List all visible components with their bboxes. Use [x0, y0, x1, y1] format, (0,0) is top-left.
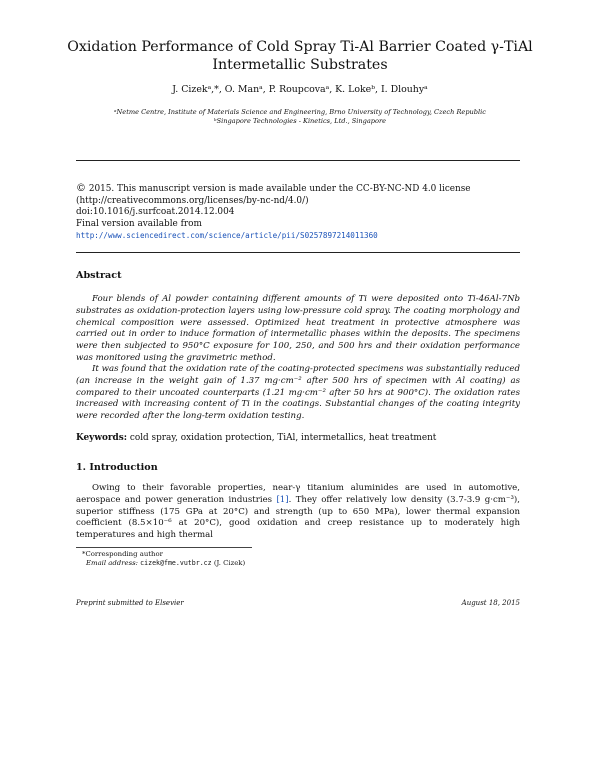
title-line-1: Oxidation Performance of Cold Spray Ti-Al Barrier Coated γ-TiAl	[67, 39, 533, 55]
email-label: Email address:	[86, 559, 141, 568]
top-rule	[76, 160, 520, 161]
title-line-2: Intermetallic Substrates	[212, 57, 388, 73]
email-suffix: (J. Cizek)	[211, 559, 246, 568]
citation-link[interactable]: [1]	[276, 494, 289, 505]
abstract-heading: Abstract	[76, 270, 122, 281]
license-line-1	[76, 183, 471, 196]
introduction-paragraph	[76, 483, 520, 542]
license-block	[76, 183, 471, 242]
footer-left: Preprint submitted to Elsevier	[76, 599, 184, 607]
footer-right: August 18, 2015	[461, 599, 520, 607]
abstract-paragraph-1: Four blends of Al powder containing different amounts of Ti were deposited onto Ti-46Al-7Nb substrates as oxidation-protection layers using low-pressure cold spray. The coating morphology and chemical composition were assessed. Optimized heat treatment in protective atmosphere was carried out in order to induce formation of intermetallic phases within the deposits. The specimens were then subjected to 950°C exposure for 100, 250, and 500 hrs and their oxidation performance was monitored using the gravimetric method.	[76, 294, 520, 363]
keywords-text: cold spray, oxidation protection, TiAl, intermetallics, heat treatment	[129, 433, 437, 443]
corresponding-author-note: *Corresponding author	[82, 550, 163, 558]
license-url[interactable]: (http://creativecommons.org/licenses/by-nc-nd/4.0/)	[76, 195, 309, 206]
email-address[interactable]: cizek@fme.vutbr.cz	[140, 559, 212, 568]
keywords	[76, 433, 436, 443]
intro-text-end: . They offer relatively low density (3.7-3.9 g·cm⁻³), superior stiffness (175 GPa at 20°C) and strength (up to 650 MPa), lower thermal expansion coefficient (8.5×10⁻⁶ at 20°C), good oxidation and creep resistance up to moderately high temperatures and high thermal	[76, 494, 520, 541]
footnote	[82, 550, 245, 568]
license-statement: 2015. This manuscript version is made available under the CC-BY-NC-ND 4.0 license	[88, 184, 471, 194]
affiliation-a: ᵃNetme Centre, Institute of Materials Science and Engineering, Brno University of Technology, Czech Republic	[114, 108, 486, 116]
intro-text-start: Owing to their favorable properties, near-γ titanium aluminides are used in automotive, aerospace and power generation industries	[76, 483, 520, 505]
paper-title	[60, 38, 540, 74]
copyright-icon: ©	[76, 183, 86, 194]
introduction-heading: 1. Introduction	[76, 462, 158, 473]
bottom-rule	[76, 252, 520, 253]
footnote-rule	[76, 547, 252, 548]
doi: doi:10.1016/j.surfcoat.2014.12.004	[76, 207, 235, 218]
sciencedirect-link[interactable]: http://www.sciencedirect.com/science/article/pii/S0257897214011360	[76, 231, 378, 241]
final-version-label: Final version available from	[76, 218, 202, 229]
affiliation-b: ᵇSingapore Technologies - Kinetics, Ltd., Singapore	[213, 117, 387, 125]
author-list: J. Cizekᵃ,*, O. Manᵃ, P. Roupcovaᵃ, K. Lokeᵇ, I. Dlouhyᵃ	[172, 84, 428, 95]
keywords-label: Keywords:	[76, 433, 128, 443]
email-line	[82, 559, 245, 568]
abstract-paragraph-2: It was found that the oxidation rate of the coating-protected specimens was substantially reduced (an increase in the weight gain of 1.37 mg·cm⁻² after 500 hrs of specimen with Al coating) as compared to their uncoated counterparts (1.21 mg·cm⁻² after 50 hrs at 900°C). The oxidation rates increased with increasing content of Ti in the coatings. Substantial changes of the coating integrity were recorded after the long-term oxidation testing.	[76, 364, 520, 422]
